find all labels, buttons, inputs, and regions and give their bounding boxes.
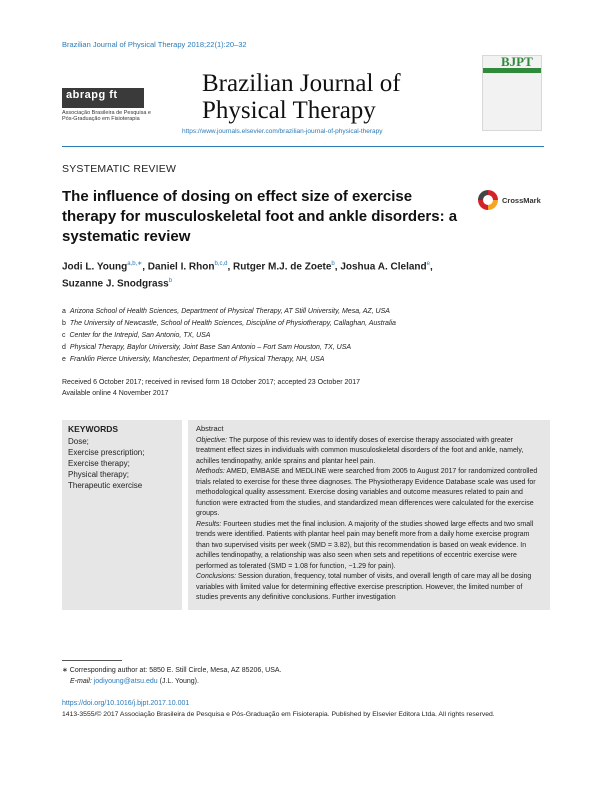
journal-title [202,70,401,124]
crossmark-icon-center [483,195,493,205]
section-label: SYSTEMATIC REVIEW [62,163,177,175]
article-dates [62,377,360,399]
author-affil-link[interactable]: a,b,∗ [127,261,143,267]
affiliation-item: a Arizona School of Health Sciences, Department of Physical Therapy, AT Still University, Mesa, AZ, USA [62,308,390,315]
abrapg-logo [62,88,151,122]
author-list: Jodi L. Young$^{a,b,∗}$, Daniel I. Rhon$^{b,c,d}$, Rutger M.J. de Zoete$^b$, Joshua A. Cleland$^e$, Suzanne J. Snodgrass$^b$ [62,261,433,290]
abrapg-logo-text: abrapg ft [66,89,118,101]
author-name: Rutger M.J. de Zoete [233,261,332,273]
keyword-item: Therapeutic exercise [68,481,143,490]
footnote-divider [62,660,122,661]
abstract-methods: Methods: AMED, EMBASE and MEDLINE were searched from 2005 to August 2017 for randomized controlled trials related to exercise for these three diagnoses. The Physiotherapy Evidence Database scale was used for methodological quality assessment. Exercise dosing variables and outcome measures related to pain and function were extracted from the studies, and standardized mean differences were calculated for the exercise groups. [196,468,538,517]
keyword-item: Dose; [68,437,89,446]
author-affil-link[interactable]: b [331,261,335,267]
abstract-heading: Abstract [196,424,224,433]
keyword-item: Physical therapy; [68,470,129,479]
keyword-item: Exercise prescription; [68,448,145,457]
keywords-heading: KEYWORDS [68,424,119,434]
author-affil-link[interactable]: b [168,278,173,285]
journal-title-line2: Physical Therapy [202,97,376,124]
author-affil-link[interactable]: b,c,d [214,261,228,267]
affiliation-list [62,306,396,366]
abstract-results: Results: Fourteen studies met the final inclusion. A majority of the studies showed large effects and two small trends were identified. Patients with plantar heel pain may benefit more from a daily home exercise program than two supervised visits per week (SMD = 3.82), but this recommendation is based on weak evidence. In achilles tendinopathy, a relationship was also seen when sets and repetitions of eccentric exercise were performed as tolerated (SMD = 1.08 for function, −1.29 for pain). [196,520,534,570]
abstract-conclusions: Conclusions: Session duration, frequency, total number of visits, and overall length of care may all be dosing variables with limited value for determining effective exercise prescription. However, the limited number of studies prevents any definitive conclusions. Further investigation [196,573,532,601]
author-name: Joshua A. Cleland [340,261,427,273]
author-affil-link[interactable]: e [426,261,430,267]
corresponding-author-footnote [62,665,281,687]
bjpt-logo-text: BJPT [501,54,533,69]
abstract-box [188,420,550,610]
affiliation-item: c Center for the Intrepid, San Antonio, TX, USA [62,332,211,339]
author-name: Daniel I. Rhon [147,261,215,273]
affiliation-item: d Physical Therapy, Baylor University, Joint Base San Antonio – Fort Sam Houston, TX, USA [62,344,352,351]
keywords-box [62,420,182,610]
journal-title-line1: Brazilian Journal of [202,70,401,97]
received-dates: Received 6 October 2017; received in revised form 18 October 2017; accepted 23 October 2017 [62,379,361,386]
article-title: The influence of dosing on effect size of exercise therapy for musculoskeletal foot and ankle disorders: a systematic review [62,188,458,245]
affiliation-item: b The University of Newcastle, School of Health Sciences, Discipline of Physiotherapy, Callaghan, Australia [62,320,396,327]
doi-link[interactable]: https://doi.org/10.1016/j.bjpt.2017.10.001 [62,700,190,707]
keyword-item: Exercise therapy; [68,459,130,468]
author-name: Jodi L. Young [62,261,128,273]
journal-url-link[interactable]: https://www.journals.elsevier.com/brazilian-journal-of-physical-therapy [182,128,383,135]
available-online-date: Available online 4 November 2017 [62,390,169,397]
crossmark-badge[interactable] [476,190,544,212]
author-name: Suzanne J. Snodgrass [62,278,169,290]
affiliation-item: e Franklin Pierce University, Manchester, Department of Physical Therapy, NH, USA [62,356,325,363]
abrapg-logo-subtitle: Associação Brasileira de Pesquisa e Pós-Graduação em Fisioterapia [62,110,151,122]
bjpt-cover-logo [482,55,542,131]
abstract-objective: Objective: The purpose of this review was to identify doses of exercise therapy associated with greater treatment effect sizes in individuals with common musculoskeletal disorders of the foot and ankle, namely, achilles tendinopathy, ankle sprains and plantar heel pain. [196,436,524,465]
journal-citation[interactable]: Brazilian Journal of Physical Therapy 2018;22(1):20–32 [62,40,247,49]
copyright-notice: 1413-3555/© 2017 Associação Brasileira de Pesquisa e Pós-Graduação em Fisioterapia. Published by Elsevier Editora Ltda. All rights reserved. [62,711,495,718]
crossmark-label: CrossMark [502,196,541,205]
corresponding-email-line: E-mail: jodiyoung@atsu.edu (J.L. Young). [70,678,199,685]
journal-masthead [62,54,544,147]
email-link[interactable]: jodiyoung@atsu.edu [93,678,158,685]
corresponding-address: ∗ Corresponding author at: 5850 E. Still Circle, Mesa, AZ 85206, USA. [62,667,282,674]
